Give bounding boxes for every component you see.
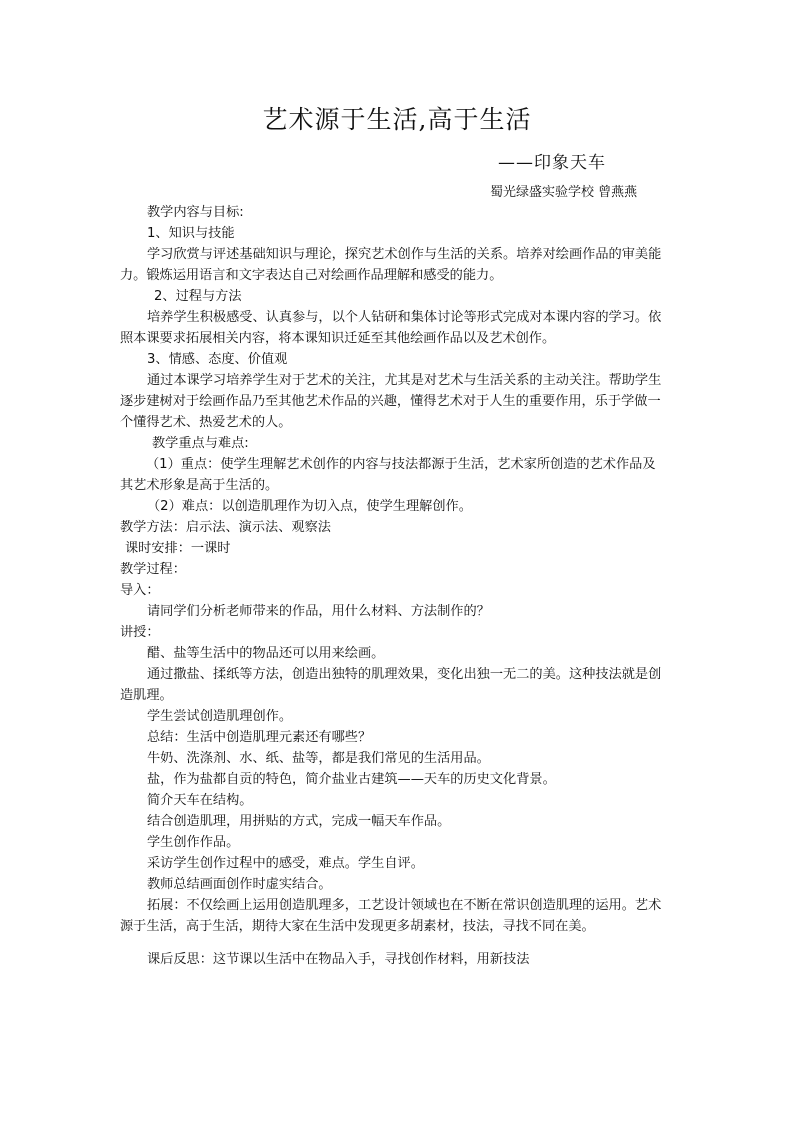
keypoint-1: （1）重点：使学生理解艺术创作的内容与技法都源于生活，艺术家所创造的艺术作品及其艺术形象是高于生活的。 [120,457,656,493]
keypoints-heading: 教学重点与难点: [152,436,249,451]
lecture-line: 通过撒盐、揉纸等方法，创造出独特的肌理效果，变化出独一无二的美。这种技法就是创造肌理。 [120,667,662,703]
lecture-line: 牛奶、洗涤剂、水、纸、盐等，都是我们常见的生活用品。 [147,751,490,766]
intro-paragraph: 请同学们分析老师带来的作品，用什么材料、方法制作的？ [147,604,490,619]
lecture-line: 学生创作作品。 [147,835,240,850]
lecture-line: 简介天车在结构。 [147,793,253,808]
process-heading: 2、过程与方法 [154,289,242,304]
document-title: 艺术源于生活,高于生活 [262,105,532,134]
spacer [120,937,668,949]
lecture-line: 总结：生活中创造肌理元素还有哪些？ [147,730,372,745]
lecture-line: 醋、盐等生活中的物品还可以用来绘画。 [147,646,385,661]
knowledge-heading: 1、知识与技能 [147,226,235,241]
lecture-line: 采访学生创作过程中的感受，难点。学生自评。 [147,856,424,871]
emotion-heading: 3、情感、态度、价值观 [147,352,288,367]
teaching-process-label: 教学过程： [120,562,186,577]
lecture-line: 结合创造肌理，用拼贴的方式，完成一幅天车作品。 [147,814,451,829]
lecture-line: 教师总结画面创作时虚实结合。 [147,877,332,892]
objectives-heading: 教学内容与目标: [147,205,244,220]
document-subtitle: ——印象天车 [498,153,606,173]
lecture-label: 讲授： [120,625,160,640]
author-line: 蜀光绿盛实验学校 曾燕燕 [490,185,638,200]
class-schedule: 课时安排：一课时 [125,541,231,556]
intro-label: 导入： [120,583,160,598]
teaching-methods: 教学方法：启示法、演示法、观察法 [120,520,331,535]
keypoint-2: （2）难点：以创造肌理作为切入点，使学生理解创作。 [147,499,472,514]
process-paragraph: 培养学生积极感受、认真参与，以个人钻研和集体讨论等形式完成对本课内容的学习。依照本课要求拓展相关内容，将本课知识迁延至其他绘画作品以及艺术创作。 [120,310,662,346]
lecture-line: 盐，作为盐都自贡的特色，简介盐业古建筑——天车的历史文化背景。 [147,772,556,787]
reflection-paragraph: 课后反思：这节课以生活中在物品入手，寻找创作材料，用新技法 [147,952,530,967]
lecture-line: 学生尝试创造肌理创作。 [147,709,293,724]
emotion-paragraph: 通过本课学习培养学生对于艺术的关注，尤其是对艺术与生活关系的主动关注。帮助学生逐步建树对于绘画作品乃至其他艺术作品的兴趣，懂得艺术对于人生的重要作用，乐于学做一个懂得艺术、热爱艺术的人。 [120,373,662,430]
lecture-line: 拓展：不仅绘画上运用创造肌理多，工艺设计领域也在不断在常识创造肌理的运用。艺术源于生活，高于生活，期待大家在生活中发现更多胡素材，技法，寻找不同在美。 [120,898,662,934]
knowledge-paragraph: 学习欣赏与评述基础知识与理论，探究艺术创作与生活的关系。培养对绘画作品的审美能力。锻炼运用语言和文字表达自己对绘画作品理解和感受的能力。 [120,247,662,283]
document-body [120,202,668,970]
